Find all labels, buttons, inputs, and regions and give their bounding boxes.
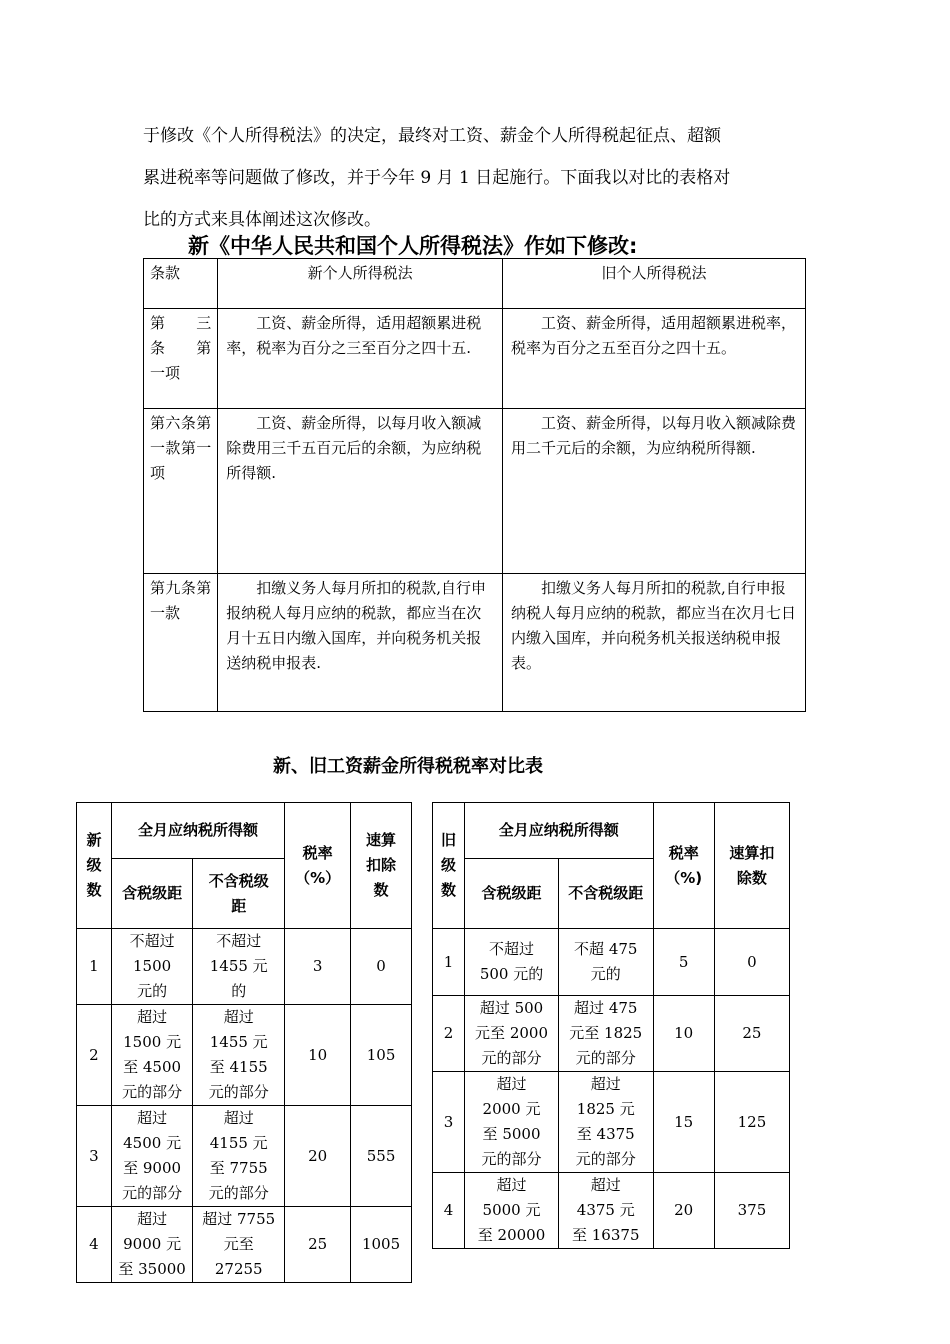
level-header: 旧级数	[433, 803, 465, 929]
old-law-cell: 扣缴义务人每月所扣的税款,自行申报纳税人每月应纳的税款，都应当在次月七日内缴入国库，并向税务机关报送纳税申报表。	[502, 574, 805, 712]
rate-header-row	[77, 803, 412, 859]
nontaxable-range-cell: 超过 475 元至 1825 元的部分	[558, 996, 653, 1072]
rate-table-title: 新、旧工资薪金所得税税率对比表	[273, 756, 543, 777]
table-row	[144, 574, 806, 712]
rate-cell: 20	[653, 1173, 714, 1249]
table-row	[144, 309, 806, 409]
new-law-cell: 扣缴义务人每月所扣的税款,自行申报纳税人每月应纳的税款，都应当在次月十五日内缴入国库，并向税务机关报送纳税申报表.	[218, 574, 503, 712]
nontaxable-range-cell: 不超 475 元的	[558, 929, 653, 996]
rate-header: 税率（%)	[653, 803, 714, 929]
new-law-cell: 工资、薪金所得，适用超额累进税率，税率为百分之三至百分之四十五.	[218, 309, 503, 409]
old-law-cell: 工资、薪金所得，适用超额累进税率，税率为百分之五至百分之四十五。	[502, 309, 805, 409]
table-row	[433, 1173, 790, 1249]
amount-header: 全月应纳税所得额	[111, 803, 284, 859]
new-law-cell: 工资、薪金所得，以每月收入额减除费用三千五百元后的余额，为应纳税所得额.	[218, 409, 503, 574]
taxable-range-cell: 超过 4500 元至 9000 元的部分	[111, 1106, 192, 1207]
header-old-law: 旧个人所得税法	[502, 259, 805, 309]
intro-line: 比的方式来具体阐述这次修改。	[143, 210, 381, 230]
nontaxable-range-cell: 不超过 1455 元的	[193, 929, 285, 1005]
table-header-row	[144, 259, 806, 309]
level-cell: 2	[433, 996, 465, 1072]
old-law-cell: 工资、薪金所得，以每月收入额减除费用二千元后的余额，为应纳税所得额.	[502, 409, 805, 574]
comparison-table	[143, 258, 806, 712]
deduction-cell: 1005	[351, 1207, 412, 1283]
rate-cell: 3	[285, 929, 351, 1005]
rate-cell: 20	[285, 1106, 351, 1207]
clause-cell: 第六条第一款第一项	[144, 409, 218, 574]
table-row	[144, 409, 806, 574]
header-new-law: 新个人所得税法	[218, 259, 503, 309]
level-header: 新级数	[77, 803, 112, 929]
nontaxable-range-cell: 超过 7755 元至 27255	[193, 1207, 285, 1283]
nontaxable-range-cell: 超过 4375 元至 16375	[558, 1173, 653, 1249]
old-rate-table	[432, 802, 790, 1249]
rate-cell: 15	[653, 1072, 714, 1173]
deduction-header: 速算扣除数	[351, 803, 412, 929]
nontaxable-range-header: 不含税级距	[193, 859, 285, 929]
intro-line: 于修改《个人所得税法》的决定，最终对工资、薪金个人所得税起征点、超额	[143, 126, 721, 146]
table-row	[77, 1207, 412, 1283]
nontaxable-range-cell: 超过 1825 元至 4375 元的部分	[558, 1072, 653, 1173]
level-cell: 4	[77, 1207, 112, 1283]
nontaxable-range-header: 不含税级距	[558, 859, 653, 929]
deduction-cell: 125	[714, 1072, 789, 1173]
level-cell: 1	[433, 929, 465, 996]
deduction-cell: 0	[351, 929, 412, 1005]
table-row	[77, 1106, 412, 1207]
intro-line: 累进税率等问题做了修改，并于今年 9 月 1 日起施行。下面我以对比的表格对	[143, 168, 731, 188]
taxable-range-cell: 超过 1500 元至 4500 元的部分	[111, 1005, 192, 1106]
table-row	[77, 929, 412, 1005]
new-rate-table	[76, 802, 412, 1283]
intro-paragraph	[143, 115, 807, 241]
table-row	[433, 996, 790, 1072]
nontaxable-range-cell: 超过 4155 元至 7755 元的部分	[193, 1106, 285, 1207]
clause-cell: 第 三 条 第 一项	[144, 309, 218, 409]
rate-header: 税率（%）	[285, 803, 351, 929]
taxable-range-cell: 超过 9000 元至 35000	[111, 1207, 192, 1283]
deduction-header: 速算扣除数	[714, 803, 789, 929]
deduction-cell: 0	[714, 929, 789, 996]
table-row	[433, 1072, 790, 1173]
rate-cell: 10	[285, 1005, 351, 1106]
table-row	[77, 1005, 412, 1106]
level-cell: 3	[77, 1106, 112, 1207]
nontaxable-range-cell: 超过 1455 元至 4155 元的部分	[193, 1005, 285, 1106]
rate-header-row	[433, 803, 790, 859]
deduction-cell: 25	[714, 996, 789, 1072]
taxable-range-cell: 不超过 500 元的	[465, 929, 559, 996]
taxable-range-header: 含税级距	[111, 859, 192, 929]
level-cell: 2	[77, 1005, 112, 1106]
rate-cell: 10	[653, 996, 714, 1072]
deduction-cell: 105	[351, 1005, 412, 1106]
deduction-cell: 375	[714, 1173, 789, 1249]
rate-cell: 25	[285, 1207, 351, 1283]
taxable-range-header: 含税级距	[465, 859, 559, 929]
header-clause: 条款	[144, 259, 218, 309]
amount-header: 全月应纳税所得额	[465, 803, 653, 859]
table-row	[433, 929, 790, 996]
taxable-range-cell: 超过 500 元至 2000 元的部分	[465, 996, 559, 1072]
deduction-cell: 555	[351, 1106, 412, 1207]
level-cell: 3	[433, 1072, 465, 1173]
level-cell: 4	[433, 1173, 465, 1249]
taxable-range-cell: 超过 2000 元至 5000 元的部分	[465, 1072, 559, 1173]
taxable-range-cell: 超过 5000 元至 20000	[465, 1173, 559, 1249]
section-title: 新《中华人民共和国个人所得税法》作如下修改:	[188, 234, 638, 258]
taxable-range-cell: 不超过 1500 元的	[111, 929, 192, 1005]
rate-cell: 5	[653, 929, 714, 996]
clause-cell: 第九条第一款	[144, 574, 218, 712]
level-cell: 1	[77, 929, 112, 1005]
